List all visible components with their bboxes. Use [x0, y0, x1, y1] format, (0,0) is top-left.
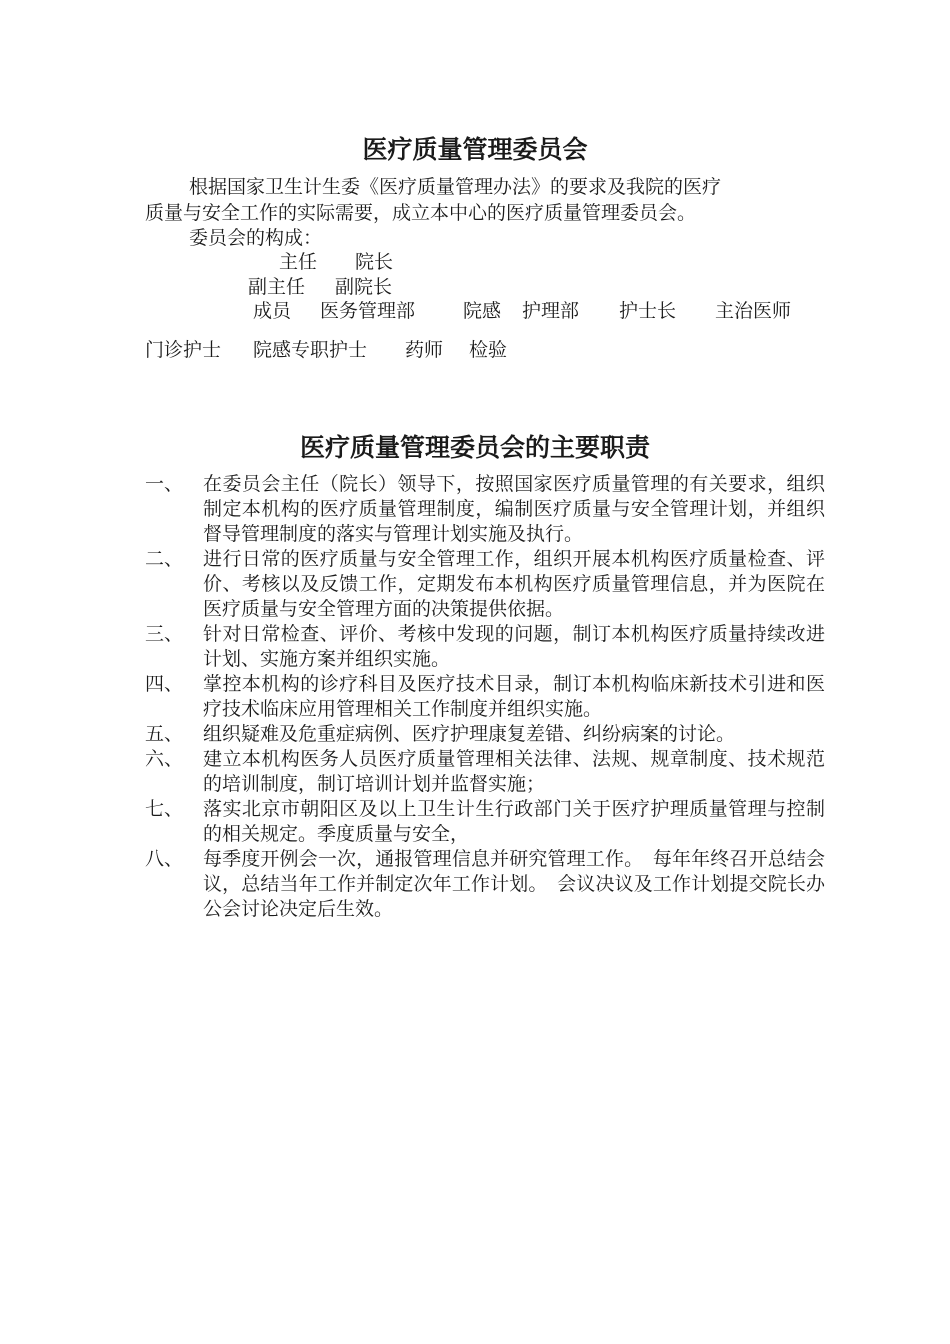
list-item-text: 在委员会主任（院长）领导下，按照国家医疗质量管理的有关要求，组织制定本机构的医疗质量管理制度，编制医疗质量与安全管理计划，并组织督导管理制度的落实与管理计划实施及执行。	[203, 473, 825, 545]
list-item-text: 针对日常检查、评价、考核中发现的问题，制订本机构医疗质量持续改进计划、实施方案并组织实施。	[203, 623, 825, 670]
list-item-text: 每季度开例会一次，通报管理信息并研究管理工作。 每年年终召开总结会议，总结当年工作并制定次年工作计划。 会议决议及工作计划提交院长办公会讨论决定后生效。	[203, 848, 825, 920]
list-item-text: 落实北京市朝阳区及以上卫生计生行政部门关于医疗护理质量管理与控制的相关规定。季度质量与安全，	[203, 798, 825, 845]
list-item	[145, 622, 825, 672]
list-item-text: 建立本机构医务人员医疗质量管理相关法律、法规、规章制度、技术规范的培训制度，制订培训计划并监督实施；	[203, 748, 825, 795]
list-item	[145, 847, 825, 922]
list-item-number: 六、	[145, 748, 184, 770]
list-item-text: 进行日常的医疗质量与安全管理工作，组织开展本机构医疗质量检查、评价、考核以及反馈工作，定期发布本机构医疗质量管理信息，并为医院在医疗质量与安全管理方面的决策提供依据。	[203, 548, 825, 620]
list-item-number: 八、	[145, 848, 184, 870]
intro-line-2: 质量与安全工作的实际需要，成立本中心的医疗质量管理委员会。	[145, 202, 697, 224]
chair-row	[0, 250, 950, 274]
member-item: 门诊护士	[145, 339, 222, 361]
member-item: 主治医师	[715, 300, 792, 322]
composition-heading: 委员会的构成：	[189, 227, 323, 249]
member-item: 院感	[463, 300, 502, 322]
list-item-number: 一、	[145, 473, 184, 495]
member-item: 药师	[405, 339, 444, 361]
members-row-1	[0, 299, 950, 323]
chair-role: 主任	[279, 251, 318, 273]
list-item	[145, 797, 825, 847]
members-label: 成员	[253, 300, 292, 322]
list-item-number: 四、	[145, 673, 184, 695]
list-item	[145, 747, 825, 797]
vice-chair-person: 副院长	[335, 276, 393, 298]
list-item-number: 七、	[145, 798, 184, 820]
member-item: 院感专职护士	[253, 339, 368, 361]
list-item-text: 组织疑难及危重症病例、医疗护理康复差错、纠纷病案的讨论。	[203, 723, 736, 745]
member-item: 检验	[469, 339, 508, 361]
vice-chair-row	[0, 275, 950, 299]
member-item: 护士长	[619, 300, 677, 322]
duties-title: 医疗质量管理委员会的主要职责	[299, 433, 650, 462]
chair-person: 院长	[355, 251, 394, 273]
member-item: 护理部	[522, 300, 580, 322]
list-item-text: 掌控本机构的诊疗科目及医疗技术目录，制订本机构临床新技术引进和医疗技术临床应用管理相关工作制度并组织实施。	[203, 673, 825, 720]
document-title: 医疗质量管理委员会	[362, 135, 588, 164]
list-item	[145, 472, 825, 547]
intro-line-1: 根据国家卫生计生委《医疗质量管理办法》的要求及我院的医疗	[189, 176, 722, 198]
list-item-number: 三、	[145, 623, 184, 645]
list-item	[145, 672, 825, 722]
vice-chair-role: 副主任	[248, 276, 306, 298]
members-row-2	[0, 338, 950, 362]
list-item	[145, 722, 825, 747]
list-item-number: 五、	[145, 723, 184, 745]
list-item-number: 二、	[145, 548, 184, 570]
duties-list	[145, 472, 825, 922]
list-item	[145, 547, 825, 622]
member-item: 医务管理部	[320, 300, 416, 322]
